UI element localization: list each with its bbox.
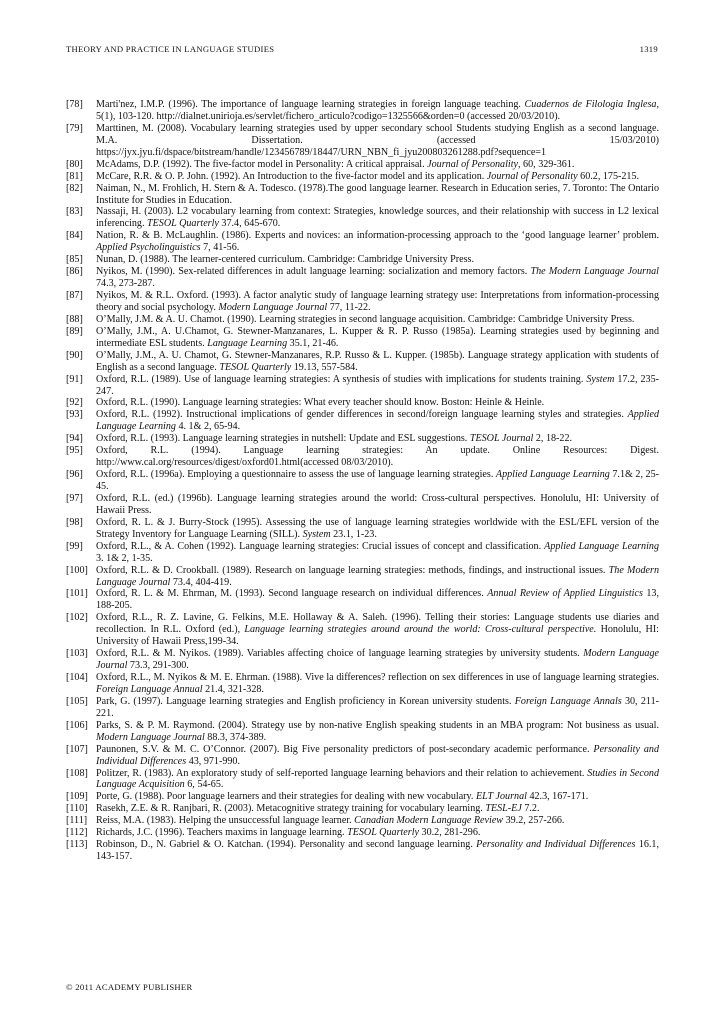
reference-text bbox=[96, 803, 659, 815]
reference-text-segment: Oxford, R.L. (1996a). Employing a questionnaire to assess the use of language learning strategies. bbox=[96, 469, 496, 481]
reference-text bbox=[96, 565, 659, 589]
reference-source-title: System bbox=[586, 373, 615, 385]
reference-source-title: Applied Language Learning bbox=[544, 540, 659, 552]
reference-text bbox=[96, 433, 659, 445]
reference-text bbox=[96, 374, 659, 398]
reference-source-title: TESOL Journal bbox=[469, 433, 534, 445]
reference-text-segment: 2, 18-22. bbox=[533, 433, 573, 445]
reference-text-segment: 23.1, 1-23. bbox=[330, 528, 377, 540]
reference-item bbox=[66, 183, 659, 207]
reference-text-segment: 7, 41-56. bbox=[200, 242, 240, 254]
reference-item bbox=[66, 803, 659, 815]
reference-item bbox=[66, 123, 659, 159]
reference-text-segment: 42.3, 167-171. bbox=[526, 791, 589, 803]
reference-text-segment: , 5(1), 103-120. http://dialnet.unirioja.es/servlet/fichero_articulo?codigo=1325566&orden=0 (accessed 20/03/2010). bbox=[96, 99, 660, 122]
reference-item bbox=[66, 290, 659, 314]
reference-text bbox=[96, 493, 659, 517]
reference-text-segment: Parks, S. & P. M. Raymond. (2004). Strategy use by non-native English speaking students in an MBA program: Not business as usual. bbox=[96, 719, 659, 731]
reference-source-title: Annual Review of Applied Linguistics bbox=[487, 588, 643, 600]
reference-number: [109] bbox=[66, 791, 88, 803]
reference-text-segment: Oxford, R.L. (1994). Language learning strategies: An update. Online Resources: Digest. http://www.cal.org/resources/digest/oxford01.html(accessed 08/03/2010). bbox=[96, 445, 659, 469]
reference-text-segment: , 60, 329-361. bbox=[518, 158, 575, 170]
reference-source-title: Applied Language Learning bbox=[495, 469, 610, 481]
reference-item bbox=[66, 612, 659, 648]
reference-text-segment: Rasekh, Z.E. & R. Ranjbari, R. (2003). Metacognitive strategy training for vocabulary learning. bbox=[96, 803, 486, 815]
reference-text-segment: Porte, G. (1988). Poor language learners and their strategies for dealing with new vocabulary. bbox=[96, 791, 476, 803]
reference-number: [111] bbox=[66, 815, 88, 827]
reference-number: [78] bbox=[66, 99, 83, 110]
reference-text bbox=[96, 839, 659, 863]
reference-item bbox=[66, 254, 659, 266]
reference-text-segment: 16.1, 143-157. bbox=[96, 839, 659, 863]
reference-text bbox=[96, 206, 659, 230]
reference-text-segment: Robinson, D., N. Gabriel & O. Katchan. (1994). Personality and second language learning. bbox=[96, 839, 477, 851]
reference-number: [84] bbox=[66, 230, 83, 242]
reference-text bbox=[96, 123, 659, 159]
reference-item bbox=[66, 744, 659, 768]
reference-source-title: Journal of Personality bbox=[427, 158, 518, 170]
reference-number: [103] bbox=[66, 648, 88, 660]
reference-number: [81] bbox=[66, 170, 83, 182]
reference-text bbox=[96, 290, 659, 314]
reference-number: [88] bbox=[66, 313, 83, 325]
running-header bbox=[66, 44, 658, 54]
reference-text-segment: 13, 188-205. bbox=[96, 588, 659, 612]
journal-title: THEORY AND PRACTICE IN LANGUAGE STUDIES bbox=[66, 44, 275, 54]
reference-number: [79] bbox=[66, 122, 83, 134]
reference-text-segment: Oxford, R. L. & J. Burry-Stock (1995). Assessing the use of language learning strategies worldwide with the ESL/EFL version of the Strategy Inventory for Language Learning (SILL). bbox=[96, 516, 659, 540]
reference-number: [112] bbox=[66, 827, 88, 839]
reference-item bbox=[66, 230, 659, 254]
reference-item bbox=[66, 791, 659, 803]
reference-source-title: Journal of Personality bbox=[486, 170, 578, 182]
reference-item bbox=[66, 469, 659, 493]
reference-item bbox=[66, 99, 659, 123]
reference-text-segment: Nyikos, M. & R.L. Oxford. (1993). A factor analytic study of language learning strategy use: Interpretations from information-processing theory and social psychology. bbox=[96, 290, 659, 313]
reference-text-segment: 35.1, 21-46. bbox=[287, 337, 339, 349]
reference-text-segment: 21.4, 321-328. bbox=[202, 683, 264, 695]
reference-source-title: The Modern Language Journal bbox=[96, 564, 659, 588]
reference-number: [105] bbox=[66, 695, 88, 707]
reference-text bbox=[96, 815, 659, 827]
reference-item bbox=[66, 445, 659, 469]
reference-text bbox=[96, 159, 659, 171]
reference-text-segment: 73.4, 404-419. bbox=[170, 576, 232, 588]
reference-text-segment: Nyikos, M. (1990). Sex-related differences in adult language learning: socialization and memory factors. bbox=[96, 266, 531, 278]
reference-text bbox=[96, 612, 659, 648]
reference-source-title: Personality and Individual Differences bbox=[476, 839, 636, 851]
reference-source-title: Applied Psycholinguistics bbox=[96, 242, 201, 254]
reference-text-segment: McCare, R.R. & O. P. John. (1992). An Introduction to the five-factor model and its application. bbox=[96, 170, 487, 182]
reference-text-segment: 37.4, 645-670. bbox=[218, 218, 281, 230]
reference-number: [113] bbox=[66, 839, 88, 851]
reference-text bbox=[96, 517, 659, 541]
reference-item bbox=[66, 374, 659, 398]
reference-text-segment: Oxford, R.L. (1990). Language learning strategies: What every teacher should know. Boston: Heinle & Heinle. bbox=[96, 397, 545, 409]
reference-number: [86] bbox=[66, 266, 83, 278]
reference-text-segment: Nunan, D. (1988). The learner-centered curriculum. Cambridge: Cambridge University Press. bbox=[96, 254, 475, 266]
reference-text-segment: Marttinen, M. (2008). Vocabulary learning strategies used by upper secondary school Students studying English as a second language. M.A. Dissertation. (accessed 15/03/2010) https://jyx.jyu.fi/dspace/bitstream/handle/123456789/18447/URN_NBN_fi_jyu200803261288.pdf?sequence=1 bbox=[96, 122, 659, 158]
reference-source-title: ELT Journal bbox=[475, 791, 527, 803]
reference-text-segment: 73.3, 291-300. bbox=[127, 660, 189, 672]
reference-text-segment: O’Mally, J.M. & A. U. Chamot. (1990). Learning strategies in second language acquisition. Cambridge: Cambridge University Press. bbox=[96, 313, 635, 325]
reference-text bbox=[96, 541, 659, 565]
reference-item bbox=[66, 648, 659, 672]
reference-source-title: The Modern Language Journal bbox=[530, 266, 659, 278]
reference-text bbox=[96, 183, 659, 207]
reference-text-segment: Marti'nez, I.M.P. (1996). The importance of language learning strategies in foreign language teaching. bbox=[96, 99, 525, 110]
reference-number: [107] bbox=[66, 743, 88, 755]
reference-text-segment: Oxford, R.L. (ed.) (1996b). Language learning strategies around the world: Cross-cultural perspectives. Honolulu, HI: University of Hawaii Press. bbox=[96, 492, 659, 516]
reference-number: [87] bbox=[66, 290, 83, 301]
reference-text bbox=[96, 350, 659, 374]
reference-item bbox=[66, 350, 659, 374]
reference-text-segment: McAdams, D.P. (1992). The five-factor model in Personality: A critical appraisal. bbox=[96, 158, 428, 170]
reference-item bbox=[66, 588, 659, 612]
reference-source-title: Canadian Modern Language Review bbox=[354, 815, 504, 827]
reference-number: [106] bbox=[66, 719, 88, 731]
page-number: 1319 bbox=[639, 44, 658, 54]
reference-source-title: Foreign Language Annals bbox=[514, 695, 622, 707]
reference-text-segment: 60.2, 175-215. bbox=[577, 170, 640, 182]
reference-text-segment: Oxford, R.L. (1989). Use of language learning strategies: A synthesis of studies with implications for students training. bbox=[96, 373, 587, 385]
reference-item bbox=[66, 720, 659, 744]
reference-text-segment: 39.2, 257-266. bbox=[503, 815, 565, 827]
reference-number: [98] bbox=[66, 516, 83, 528]
reference-source-title: Cuadernos de Filologia Inglesa bbox=[524, 99, 657, 110]
reference-item bbox=[66, 326, 659, 350]
reference-text-segment: Politzer, R. (1983). An exploratory study of self-reported language learning behaviors and their relation to achievement. bbox=[96, 767, 588, 779]
reference-text bbox=[96, 314, 659, 326]
reference-number: [85] bbox=[66, 254, 83, 266]
reference-number: [101] bbox=[66, 588, 88, 600]
reference-number: [82] bbox=[66, 182, 83, 194]
reference-number: [99] bbox=[66, 540, 83, 552]
reference-source-title: Personality and Individual Differences bbox=[96, 743, 659, 767]
reference-number: [97] bbox=[66, 492, 83, 504]
reference-text bbox=[96, 230, 659, 254]
reference-text bbox=[96, 720, 659, 744]
reference-source-title: Language learning strategies around around the world: Cross-cultural perspective. bbox=[244, 624, 597, 636]
reference-text-segment: Naiman, N., M. Frohlich, H. Stern & A. Todesco. (1978).The good language learner. Research in Education series, 7. Toronto: The Ontario Institute for Studies in Education. bbox=[96, 182, 659, 206]
reference-number: [100] bbox=[66, 564, 88, 576]
reference-item bbox=[66, 815, 659, 827]
reference-text-segment: 30, 211-221. bbox=[96, 695, 659, 719]
reference-text bbox=[96, 744, 659, 768]
reference-item bbox=[66, 696, 659, 720]
reference-text bbox=[96, 409, 659, 433]
reference-text-segment: 74.3, 273-287. bbox=[96, 278, 155, 290]
publisher-footer: © 2011 ACADEMY PUBLISHER bbox=[66, 982, 193, 992]
reference-text bbox=[96, 588, 659, 612]
reference-source-title: Applied Language Learning bbox=[96, 409, 659, 433]
reference-text-segment: O’Mally, J.M., A. U. Chamot, G. Stewner-Manzanares, R.P. Russo & L. Kupper. (1985b). Language strategy application with students of English as a second language. bbox=[96, 349, 659, 373]
reference-text-segment: Oxford, R.L., M. Nyikos & M. E. Ehrman. (1988). Vive la differences? reflection on sex differences in use of language learning strategies. bbox=[96, 672, 659, 683]
reference-text-segment: O’Mally, J.M., A. U.Chamot, G. Stewner-Manzanares, L. Kupper & R. P. Russo (1985a). Learning strategies used by beginning and intermediate ESL students. bbox=[96, 325, 659, 349]
reference-text bbox=[96, 696, 659, 720]
reference-text-segment: Honolulu, HI: University of Hawaii Press,199-34. bbox=[96, 624, 659, 648]
reference-list bbox=[66, 99, 659, 863]
reference-number: [93] bbox=[66, 409, 83, 421]
reference-text-segment: Oxford, R.L., & A. Cohen (1992). Language learning strategies: Crucial issues of concept and classification. bbox=[96, 540, 545, 552]
reference-source-title: Modern Language Journal bbox=[96, 648, 659, 672]
reference-source-title: TESOL Quarterly bbox=[219, 361, 292, 373]
reference-number: [89] bbox=[66, 325, 83, 337]
reference-text-segment: 4. 1& 2, 65-94. bbox=[175, 421, 241, 433]
reference-text-segment: Nation, R. & B. McLaughlin. (1986). Experts and novices: an information-processing approach to the ‘good language learner’ problem. bbox=[96, 230, 659, 242]
reference-text bbox=[96, 827, 659, 839]
reference-source-title: TESOL Quarterly bbox=[347, 827, 419, 839]
reference-text-segment: Oxford, R.L., R. Z. Lavine, G. Felkins, M.E. Hollaway & A. Saleh. (1996). Telling their stories: Language students use diaries and recollection. In R.L. Oxford (ed.), bbox=[96, 612, 659, 636]
reference-source-title: TESOL Quarterly bbox=[147, 218, 219, 230]
reference-item bbox=[66, 409, 659, 433]
reference-text-segment: 77, 11-22. bbox=[327, 301, 371, 313]
reference-text bbox=[96, 791, 659, 803]
reference-number: [90] bbox=[66, 349, 83, 361]
reference-number: [102] bbox=[66, 612, 88, 624]
reference-text bbox=[96, 445, 659, 469]
reference-item bbox=[66, 206, 659, 230]
reference-text-segment: 88.3, 374-389. bbox=[204, 731, 267, 743]
reference-text bbox=[96, 99, 659, 123]
reference-item bbox=[66, 266, 659, 290]
reference-source-title: Language Learning bbox=[207, 337, 288, 349]
reference-number: [91] bbox=[66, 373, 83, 385]
reference-item bbox=[66, 768, 659, 792]
reference-text-segment: 19.13, 557-584. bbox=[291, 361, 358, 373]
reference-number: [96] bbox=[66, 469, 83, 481]
reference-text-segment: Oxford, R.L. & M. Nyikos. (1989). Variables affecting choice of language learning strategies by university students. bbox=[96, 648, 584, 660]
reference-text-segment: Oxford, R.L. & D. Crookball. (1989). Research on language learning strategies: methods, findings, and instructional issues. bbox=[96, 564, 609, 576]
reference-item bbox=[66, 672, 659, 696]
reference-text-segment: Nassaji, H. (2003). L2 vocabulary learning from context: Strategies, knowledge sources, and their relationship with success in L2 lexical inferencing. bbox=[96, 206, 659, 230]
reference-text bbox=[96, 254, 659, 266]
reference-number: [110] bbox=[66, 803, 88, 815]
reference-number: [83] bbox=[66, 206, 83, 218]
reference-text-segment: Park, G. (1997). Language learning strategies and English proficiency in Korean university students. bbox=[96, 695, 515, 707]
reference-text-segment: 30.2, 281-296. bbox=[419, 827, 481, 839]
reference-item bbox=[66, 314, 659, 326]
reference-item bbox=[66, 541, 659, 565]
reference-text-segment: Richards, J.C. (1996). Teachers maxims in language learning. bbox=[96, 827, 348, 839]
reference-source-title: System bbox=[302, 528, 331, 540]
reference-number: [94] bbox=[66, 433, 83, 445]
reference-text-segment: 7.2. bbox=[521, 803, 540, 815]
reference-text-segment: Oxford, R.L. (1993). Language learning strategies in nutshell: Update and ESL suggestions. bbox=[96, 433, 470, 445]
reference-text bbox=[96, 397, 659, 409]
reference-text bbox=[96, 469, 659, 493]
reference-item bbox=[66, 493, 659, 517]
reference-item bbox=[66, 397, 659, 409]
reference-text-segment: 7.1& 2, 25-45. bbox=[96, 469, 659, 492]
reference-source-title: Foreign Language Annual bbox=[96, 683, 203, 695]
reference-number: [108] bbox=[66, 767, 88, 779]
reference-text bbox=[96, 171, 659, 183]
reference-source-title: Studies in Second Language Acquisition bbox=[96, 767, 659, 791]
reference-text bbox=[96, 648, 659, 672]
reference-text-segment: 6, 54-65. bbox=[184, 779, 224, 791]
reference-text-segment: Oxford, R.L. (1992). Instructional implications of gender differences in second/foreign language learning styles and strategies. bbox=[96, 409, 628, 421]
reference-item bbox=[66, 839, 659, 863]
reference-item bbox=[66, 827, 659, 839]
reference-source-title: Modern Language Journal bbox=[96, 731, 205, 743]
reference-text-segment: 3. 1& 2, 1-35. bbox=[96, 552, 153, 564]
reference-item bbox=[66, 565, 659, 589]
reference-text-segment: Paunonen, S.V. & M. C. O’Connor. (2007). Big Five personality predictors of post-secondary academic performance. bbox=[96, 743, 594, 755]
reference-text-segment: 17.2, 235-247. bbox=[96, 373, 659, 397]
reference-text bbox=[96, 768, 659, 792]
reference-text-segment: 43, 971-990. bbox=[186, 755, 241, 767]
reference-source-title: Modern Language Journal bbox=[218, 301, 328, 313]
reference-text bbox=[96, 266, 659, 290]
reference-text bbox=[96, 326, 659, 350]
reference-number: [95] bbox=[66, 445, 83, 457]
reference-item bbox=[66, 433, 659, 445]
reference-number: [104] bbox=[66, 672, 88, 683]
reference-text-segment: Reiss, M.A. (1983). Helping the unsuccessful language learner. bbox=[96, 815, 355, 827]
reference-item bbox=[66, 171, 659, 183]
reference-item bbox=[66, 517, 659, 541]
reference-text-segment: Oxford, R. L. & M. Ehrman, M. (1993). Second language research on individual differences. bbox=[96, 588, 488, 600]
reference-item bbox=[66, 159, 659, 171]
reference-number: [92] bbox=[66, 397, 83, 409]
reference-text bbox=[96, 672, 659, 696]
reference-source-title: TESL-EJ bbox=[485, 803, 522, 815]
reference-number: [80] bbox=[66, 158, 83, 170]
